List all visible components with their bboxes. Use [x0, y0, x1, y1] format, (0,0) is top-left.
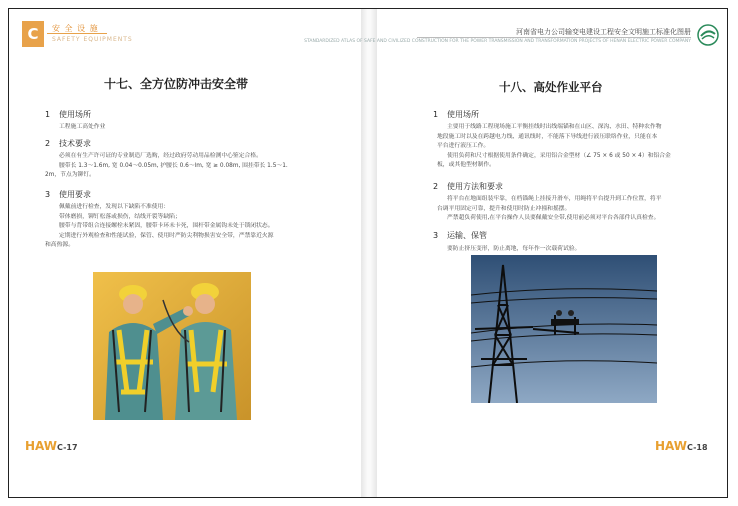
body-line: 严禁超负荷使用,在平台操作人员要佩戴安全带,使用前必须对平台各部件认真检查。	[447, 215, 660, 221]
section-number: 1	[45, 110, 51, 119]
section-body-1	[59, 123, 105, 133]
page-number: C-18	[687, 443, 708, 452]
right-page	[304, 9, 727, 497]
section-number: 1	[433, 110, 439, 119]
section-body-3	[447, 245, 580, 255]
body-line: 平台进行液压工作。	[437, 143, 490, 149]
body-line: 2m，节点为铆钉。	[45, 172, 95, 178]
left-page	[9, 9, 361, 497]
body-line: 腰带长 1.3～1.6m, 宽 0.04～0.05m, 护腰长 0.6～lm, 宽 ≥ 0.08m, 围挂带长 1.5～1.	[59, 162, 288, 169]
body-line: 工程施工高处作业	[59, 124, 106, 130]
page-title: 十七、全方位防冲击安全带	[104, 77, 249, 91]
body-line: 使用负荷和尺寸根据使用条件确定，采用铝合金型材（∠ 75 × 6 或 50 × 4）和铝合金	[447, 152, 671, 159]
section-label: 使用场所	[59, 110, 91, 119]
footer-brand: HAW	[25, 439, 58, 453]
body-line: 佩戴前进行检查，发现以下缺陷不准使用：	[59, 204, 170, 210]
body-line: 带体磨损，铆钉松落或损伤，结线开裂等缺陷；	[59, 213, 181, 220]
body-line: 台调平用固定可靠，提升和使用时防止冲撞和摇摆。	[437, 205, 571, 212]
section-number: 3	[45, 190, 51, 199]
section-number: 3	[433, 231, 439, 240]
footer	[25, 439, 78, 453]
chapter-subtitle: SAFETY EQUIPMENTS	[52, 36, 133, 43]
body-line: 地段施工时以及在跨越电力线、通讯线时，不能落下导线进行液压联络作业，只能在本	[437, 133, 658, 140]
section-body-2	[45, 152, 288, 181]
section-label: 使用方法和要求	[447, 182, 503, 191]
section-number: 2	[45, 139, 51, 148]
chapter-title: 安 全 设 施	[52, 24, 99, 33]
section-heading-3	[45, 189, 91, 200]
body-line: 将平台在地面组装牢靠，在档锚绳上挂接升滑车，用绳将平台提升到工作位置，将平	[447, 196, 662, 202]
safety-harness-photo	[93, 272, 251, 420]
body-line: 和高热源。	[45, 242, 74, 248]
section-label: 使用场所	[447, 110, 479, 119]
chapter-badge: C	[22, 21, 44, 47]
section-heading-2	[45, 138, 91, 149]
body-line: 定期进行外观检查和性能试验，保管、使用时严防尖利物损害安全带，严禁靠近火源	[59, 232, 274, 239]
section-label: 使用要求	[59, 190, 91, 199]
company-logo-icon	[697, 24, 719, 46]
footer	[655, 439, 708, 453]
header-divider	[417, 37, 691, 38]
section-heading-1	[45, 109, 91, 120]
body-line: 板，或其他型材制作。	[437, 162, 495, 168]
section-body-1	[437, 123, 671, 171]
section-body-3	[45, 203, 274, 251]
aerial-platform-photo	[471, 255, 657, 403]
section-body-2	[437, 195, 662, 224]
section-heading-1	[433, 109, 479, 120]
book-gutter	[361, 9, 377, 497]
body-line: 要防止挤压变形，防止离地，每年作一次载荷试验。	[447, 246, 581, 252]
page-number: C-17	[57, 443, 78, 452]
section-number: 2	[433, 182, 439, 191]
body-line: 必须在有生产许可证的专业制造厂选购，经过政府劳动用品检测中心鉴定合格。	[59, 153, 262, 159]
section-label: 运输、保管	[447, 231, 487, 240]
page-title: 十八、高处作业平台	[499, 80, 603, 94]
book-subtitle: STANDARDIZED ATLAS OF SAFE AND CIVILIZED CONSTRUCTION FOR THE POWER TRANSMISSION AND TRANSFORMATION PROJECTS OF HENAN ELECTRIC POWER COMPANY	[304, 39, 691, 44]
body-line: 腰带与背带组合连接螺栓未紧固，腰带卡环未卡死，围杆带金属钩未处于锁闭状态。	[59, 223, 274, 229]
footer-brand: HAW	[655, 439, 688, 453]
section-heading-2	[433, 181, 503, 192]
body-line: 主要用于线路工程现场施工平衡挂线时出线端锚和在山区、深沟、水田、特种农作物	[447, 124, 662, 130]
book-title: 河南省电力公司输变电建设工程安全文明施工标准化图册	[516, 28, 691, 36]
section-label: 技术要求	[59, 139, 91, 148]
section-heading-3	[433, 230, 487, 241]
